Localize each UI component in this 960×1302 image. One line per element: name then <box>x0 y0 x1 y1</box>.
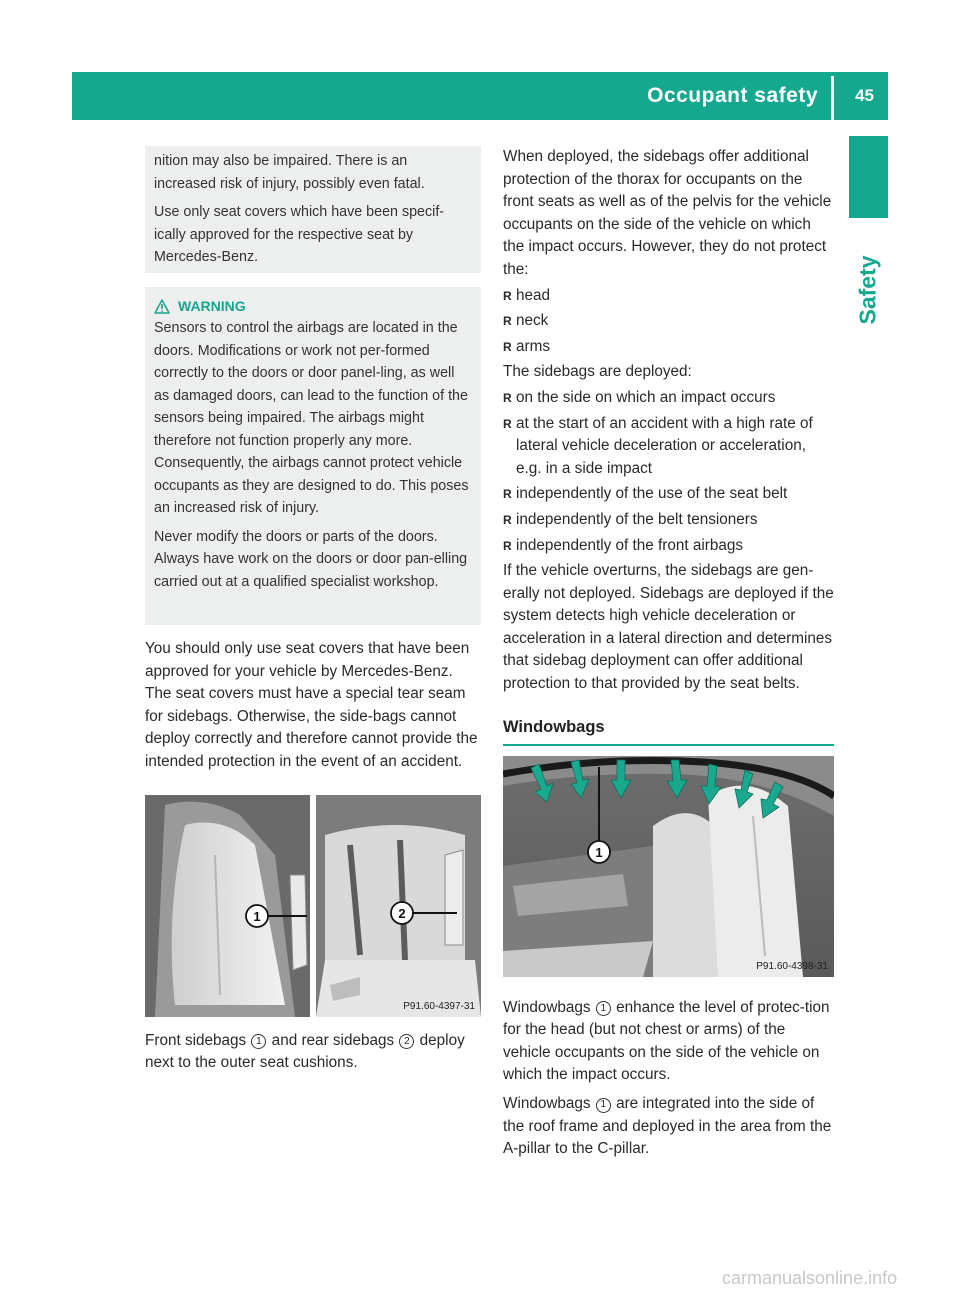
header-divider <box>831 76 834 120</box>
callout-marker: 2 <box>399 1034 414 1049</box>
note-paragraph: Use only seat covers which have been specif-ically approved for the respective seat by Mercedes-Benz. <box>154 204 445 265</box>
bullet-icon: R <box>503 538 512 553</box>
list-item-text: independently of the front airbags <box>516 536 744 554</box>
warning-box <box>145 287 481 625</box>
caption-text: Front sidebags <box>145 1031 251 1049</box>
paragraph-text: are integrated into the side of the roof frame and deployed in the area from the A-pillar to the C-pillar. <box>503 1095 832 1158</box>
side-tab-label: Safety <box>854 255 881 325</box>
warning-paragraph: Sensors to control the airbags are located in the doors. Modifications or work not per-formed correctly to the doors or door panel-ling, as well as damaged doors, can lead to the function of the sensors being impaired. The airbags might therefore not function properly any more. Consequently, the airbags cannot protect vehicle occupants as they are designed to do. This poses an increased risk of injury. <box>154 320 469 516</box>
sidebags-intro: When deployed, the sidebags offer additional protection of the thorax for occupants on the front seats as well as of the pelvis for the vehicle occupants on the side of the vehicle on which the impact occurs. However, they do not protect the: <box>503 148 832 278</box>
watermark: carmanualsonline.info <box>722 1268 898 1288</box>
bullet-icon: R <box>503 416 512 431</box>
figure-callout-1: 1 <box>595 844 603 860</box>
caption-text: deploy next to the outer seat cushions. <box>145 1031 465 1072</box>
page-title: Occupant safety <box>647 84 818 107</box>
sidebags-caption <box>145 1030 481 1075</box>
list-item <box>503 509 834 532</box>
section-heading: Windowbags <box>503 718 834 746</box>
bullet-icon: R <box>503 487 512 502</box>
paragraph-text: Windowbags <box>503 1095 595 1113</box>
list-item-text: independently of the use of the seat belt <box>516 485 788 503</box>
header-bar <box>72 72 888 120</box>
list-item-text: neck <box>516 312 549 330</box>
caption-text: and rear sidebags <box>267 1031 399 1049</box>
list-item-text: arms <box>516 337 550 355</box>
windowbags-paragraph <box>503 1093 834 1161</box>
list-item <box>503 387 834 410</box>
figure-callout-1: 1 <box>253 908 261 924</box>
side-tab-marker <box>849 136 888 218</box>
bullet-icon: R <box>503 390 512 405</box>
left-column <box>145 146 481 1075</box>
side-tab <box>852 240 884 340</box>
bullet-icon: R <box>503 288 512 303</box>
list-item <box>503 310 834 333</box>
bullet-icon: R <box>503 339 512 354</box>
figure-code: P91.60-4398-31 <box>756 960 828 972</box>
warning-paragraph: Never modify the doors or parts of the doors. Always have work on the doors or door pan-elling carried out at a qualified specialist workshop. <box>154 528 468 590</box>
callout-marker: 1 <box>596 1001 611 1016</box>
deployed-label: The sidebags are deployed: <box>503 363 692 381</box>
figure-callout-2: 2 <box>398 905 406 921</box>
note-box <box>145 146 481 273</box>
list-item-text: head <box>516 286 551 304</box>
list-item-text: independently of the belt tensioners <box>516 510 758 528</box>
list-item <box>503 285 834 308</box>
list-item <box>503 336 834 359</box>
not-protected-list <box>503 285 834 359</box>
warning-header <box>154 295 473 317</box>
windowbags-figure <box>503 756 834 977</box>
right-column <box>503 146 834 1161</box>
warning-triangle-icon <box>154 299 170 314</box>
figure-code: P91.60-4397-31 <box>403 1000 475 1012</box>
bullet-icon: R <box>503 314 512 329</box>
callout-marker: 1 <box>251 1034 266 1049</box>
paragraph-text: enhance the level of protec-tion for the head (but not chest or arms) of the vehicle occupants on the side of the vehicle on which the impact occurs. <box>503 998 830 1084</box>
deployed-list <box>503 387 834 557</box>
list-item <box>503 413 834 481</box>
sidebags-illustration <box>145 795 481 1017</box>
seat-cover-paragraph: You should only use seat covers that have been approved for your vehicle by Mercedes-Benz. The seat covers must have a special tear seam for sidebags. Otherwise, the side-bags cannot deploy correctly and therefore cannot provide the intended protection in the event of an accident. <box>145 640 478 770</box>
windowbags-illustration <box>503 756 834 977</box>
warning-label: WARNING <box>178 297 246 314</box>
sidebags-figure <box>145 795 481 1017</box>
note-paragraph: nition may also be impaired. There is an increased risk of injury, possibly even fatal. <box>154 153 425 192</box>
overturn-paragraph: If the vehicle overturns, the sidebags are gen-erally not deployed. Sidebags are deployed if the system detects high vehicle deceleration or acceleration in a lateral direction and determines that sidebag deployment can offer additional protection to that provided by the seat belts. <box>503 562 834 693</box>
list-item <box>503 535 834 558</box>
paragraph-text: Windowbags <box>503 998 595 1016</box>
windowbags-paragraph <box>503 997 834 1087</box>
list-item <box>503 483 834 506</box>
page-number: 45 <box>855 86 874 105</box>
list-item-text: at the start of an accident with a high rate of lateral vehicle deceleration or acceleration, e.g. in a side impact <box>516 414 813 477</box>
callout-marker: 1 <box>596 1098 611 1113</box>
list-item-text: on the side on which an impact occurs <box>516 388 776 406</box>
bullet-icon: R <box>503 512 512 527</box>
